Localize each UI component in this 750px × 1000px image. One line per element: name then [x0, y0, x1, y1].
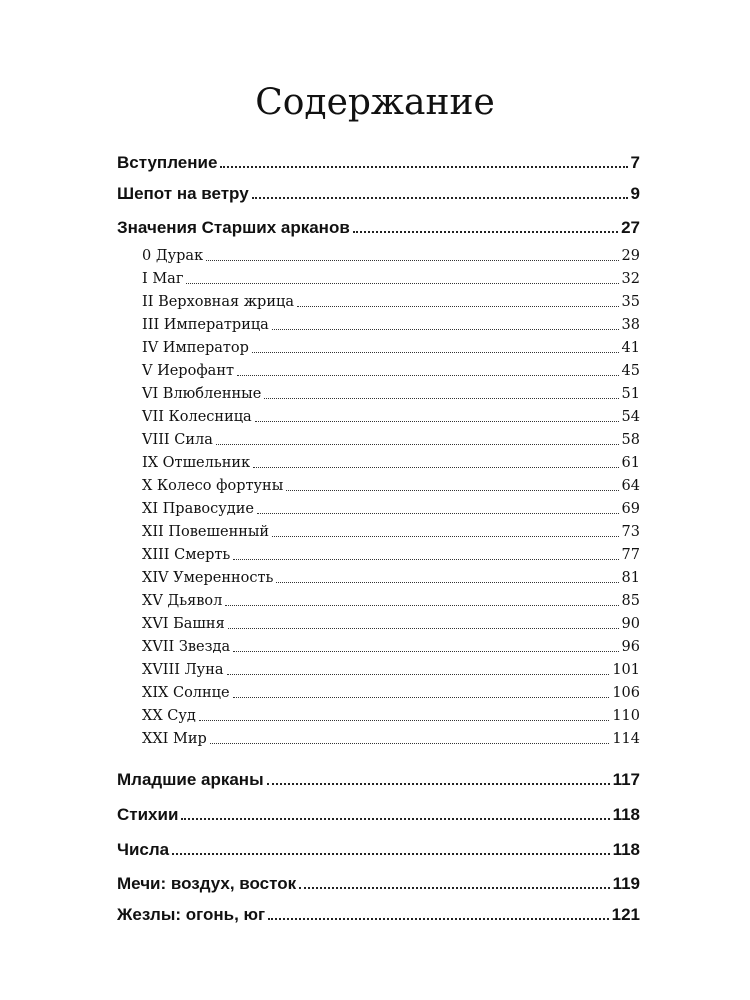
toc-entry-label: XIX Солнце	[142, 685, 230, 701]
toc-entry-page: 121	[611, 905, 640, 924]
toc-entry-page: 29	[621, 248, 640, 264]
dot-leader	[353, 218, 618, 233]
dot-leader	[233, 639, 618, 652]
toc-entry-label: I Маг	[142, 271, 184, 287]
toc-entry-page: 69	[621, 501, 640, 517]
toc-entry-page: 77	[621, 547, 640, 563]
toc-entry-page: 119	[612, 874, 640, 893]
toc-entry-page: 64	[621, 478, 640, 494]
toc-subentry[interactable]	[117, 409, 640, 431]
toc-entry-page: 114	[612, 731, 640, 747]
toc-entry-page: 35	[621, 294, 640, 310]
toc-subentry[interactable]	[117, 570, 640, 592]
dot-leader	[255, 409, 619, 422]
toc-entry-page: 9	[630, 184, 640, 203]
toc-entry-page: 101	[612, 662, 640, 678]
dot-leader	[199, 708, 610, 721]
toc-entry-label: XIII Смерть	[142, 547, 231, 563]
toc-entry[interactable]	[117, 905, 640, 931]
toc-subentry[interactable]	[117, 478, 640, 500]
toc-entry-label: IX Отшельник	[142, 455, 251, 471]
toc-subentry[interactable]	[117, 731, 640, 753]
dot-leader	[225, 593, 618, 606]
toc-entry-label: XVI Башня	[142, 616, 225, 632]
toc-subentry[interactable]	[117, 432, 640, 454]
dot-leader	[268, 905, 608, 920]
dot-leader	[233, 547, 618, 560]
toc-subentry[interactable]	[117, 639, 640, 661]
toc-subentry[interactable]	[117, 708, 640, 730]
toc-subentry[interactable]	[117, 524, 640, 546]
dot-leader	[264, 386, 618, 399]
toc-entry-page: 81	[621, 570, 640, 586]
toc-subentry[interactable]	[117, 547, 640, 569]
dot-leader	[181, 805, 609, 820]
dot-leader	[276, 570, 618, 583]
toc-entry[interactable]	[117, 805, 640, 831]
toc-entry-label: XII Повешенный	[142, 524, 270, 540]
dot-leader	[272, 524, 618, 537]
toc-entry-page: 96	[621, 639, 640, 655]
toc-subentry[interactable]	[117, 386, 640, 408]
toc-entry-label: VI Влюбленные	[142, 386, 262, 402]
toc-entry-label: 0 Дурак	[142, 248, 204, 264]
dot-leader	[186, 271, 618, 284]
toc-entry-page: 27	[621, 218, 640, 237]
dot-leader	[272, 317, 619, 330]
toc-entry-label: XX Суд	[142, 708, 196, 724]
toc-entry-page: 73	[621, 524, 640, 540]
toc-entry-label: XI Правосудие	[142, 501, 254, 517]
toc-entry-page: 118	[612, 840, 640, 859]
dot-leader	[297, 294, 619, 307]
dot-leader	[237, 363, 619, 376]
toc-subentry[interactable]	[117, 501, 640, 523]
toc-entry-label: Шепот на ветру	[117, 184, 249, 203]
toc-subentry[interactable]	[117, 317, 640, 339]
toc-subentry[interactable]	[117, 248, 640, 270]
dot-leader	[210, 731, 610, 744]
dot-leader	[216, 432, 619, 445]
toc-entry-label: III Императрица	[142, 317, 269, 333]
toc-entry-label: VIII Сила	[142, 432, 213, 448]
toc-entry-label: Мечи: воздух, восток	[117, 874, 297, 893]
toc-entry-page: 117	[612, 770, 640, 789]
toc-entry-page: 58	[621, 432, 640, 448]
toc-entry[interactable]	[117, 218, 640, 244]
dot-leader	[252, 340, 619, 353]
toc-entry-page: 110	[612, 708, 640, 724]
toc-entry-label: VII Колесница	[142, 409, 252, 425]
toc-entry-page: 51	[621, 386, 640, 402]
toc-entry-label: XVIII Луна	[142, 662, 224, 678]
toc-entry-page: 45	[621, 363, 640, 379]
toc-entry-label: XIV Умеренность	[142, 570, 274, 586]
toc-subentry[interactable]	[117, 593, 640, 615]
dot-leader	[206, 248, 618, 261]
toc-subentry[interactable]	[117, 294, 640, 316]
toc-entry-label: V Иерофант	[142, 363, 234, 379]
dot-leader	[227, 662, 610, 675]
toc-entry-label: XV Дьявол	[142, 593, 223, 609]
toc-entry-label: XXI Мир	[142, 731, 207, 747]
toc-entry-page: 41	[621, 340, 640, 356]
toc-subentry[interactable]	[117, 662, 640, 684]
dot-leader	[253, 455, 618, 468]
dot-leader	[267, 770, 610, 785]
toc-subentry[interactable]	[117, 455, 640, 477]
toc-entry-label: Числа	[117, 840, 170, 859]
toc-entry-page: 38	[621, 317, 640, 333]
toc-entry-page: 7	[630, 153, 640, 172]
toc-subentry[interactable]	[117, 340, 640, 362]
toc-entry-label: Вступление	[117, 153, 218, 172]
toc-subentry[interactable]	[117, 363, 640, 385]
toc-entry[interactable]	[117, 184, 640, 210]
toc-entry[interactable]	[117, 840, 640, 866]
toc-entry-label: IV Император	[142, 340, 249, 356]
dot-leader	[286, 478, 618, 491]
toc-entry-label: Стихии	[117, 805, 179, 824]
toc-entry[interactable]	[117, 770, 640, 796]
page-title: Содержание	[255, 82, 495, 123]
toc-entry-page: 106	[612, 685, 640, 701]
toc-entry-page: 85	[621, 593, 640, 609]
toc-subentry[interactable]	[117, 685, 640, 707]
toc-subentry[interactable]	[117, 271, 640, 293]
toc-entry-label: Значения Старших арканов	[117, 218, 350, 237]
dot-leader	[172, 840, 609, 855]
toc-entry-page: 118	[612, 805, 640, 824]
toc-entry-page: 61	[621, 455, 640, 471]
toc-entry-label: Младшие арканы	[117, 770, 264, 789]
toc-entry-label: XVII Звезда	[142, 639, 231, 655]
toc-entry-page: 90	[621, 616, 640, 632]
toc-entry-page: 54	[621, 409, 640, 425]
dot-leader	[257, 501, 619, 514]
toc-entry[interactable]	[117, 874, 640, 900]
toc-entry-label: Жезлы: огонь, юг	[117, 905, 266, 924]
dot-leader	[299, 874, 609, 889]
toc-entry-label: X Колесо фортуны	[142, 478, 284, 494]
dot-leader	[252, 184, 628, 199]
toc-entry-label: II Верховная жрица	[142, 294, 294, 310]
dot-leader	[228, 616, 619, 629]
dot-leader	[220, 153, 627, 168]
dot-leader	[233, 685, 610, 698]
toc-entry-page: 32	[621, 271, 640, 287]
toc-subentry[interactable]	[117, 616, 640, 638]
toc-entry[interactable]	[117, 153, 640, 179]
